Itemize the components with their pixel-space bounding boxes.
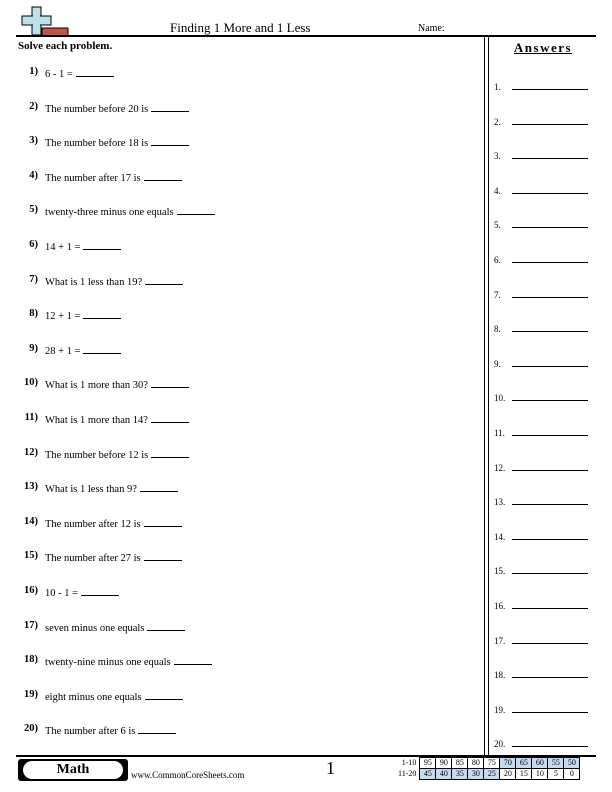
answer-number: 1. <box>494 82 501 92</box>
problem-item <box>18 373 478 408</box>
answer-line[interactable] <box>512 158 588 159</box>
subject-badge <box>18 759 128 781</box>
answer-item <box>494 387 594 422</box>
answer-blank[interactable] <box>145 689 183 700</box>
answer-line[interactable] <box>512 746 588 747</box>
answer-item <box>494 76 594 111</box>
score-cell: 50 <box>564 758 580 769</box>
answer-blank[interactable] <box>151 447 189 458</box>
score-cell: 30 <box>468 769 484 780</box>
name-label: Name: <box>418 23 445 34</box>
answer-number: 19. <box>494 704 506 715</box>
answer-item <box>494 284 594 319</box>
answer-blank[interactable] <box>83 239 121 250</box>
problem-text <box>45 170 182 184</box>
problem-question: eight minus one equals <box>45 691 142 703</box>
column-divider <box>488 36 489 756</box>
problem-text <box>45 101 189 115</box>
column-divider <box>484 36 485 756</box>
answer-item <box>494 353 594 388</box>
answer-number: 20. <box>494 739 506 750</box>
score-cell: 60 <box>532 758 548 769</box>
problem-text <box>45 343 121 357</box>
problem-number: 16) <box>24 584 38 596</box>
answer-blank[interactable] <box>138 723 176 734</box>
answer-line[interactable] <box>512 608 588 609</box>
problem-item <box>18 650 478 685</box>
problem-question: What is 1 less than 9? <box>45 484 137 496</box>
score-cell: 55 <box>548 758 564 769</box>
problem-item <box>18 166 478 201</box>
score-cell: 35 <box>452 769 468 780</box>
answer-blank[interactable] <box>83 308 121 319</box>
answer-number: 18. <box>494 670 506 681</box>
footer <box>16 756 596 786</box>
score-cell: 40 <box>436 769 452 780</box>
problem-item <box>18 235 478 270</box>
problem-text <box>45 412 189 426</box>
score-row-label: 11-20 <box>398 769 417 778</box>
problem-item <box>18 408 478 443</box>
answer-number: 14. <box>494 531 506 542</box>
problem-item <box>18 616 478 651</box>
answer-line[interactable] <box>512 470 588 471</box>
answer-number: 9. <box>494 358 501 369</box>
subject-label: Math <box>23 761 123 779</box>
problem-text <box>45 620 185 634</box>
answer-number: 2. <box>494 116 501 127</box>
problem-text <box>45 66 114 80</box>
answer-line[interactable] <box>512 331 588 332</box>
answer-number: 3. <box>494 151 501 162</box>
score-cell: 0 <box>564 769 580 780</box>
answer-blank[interactable] <box>151 135 189 146</box>
answer-blank[interactable] <box>76 66 114 77</box>
problem-text <box>45 135 189 149</box>
problem-text <box>45 585 119 599</box>
problem-number: 13) <box>24 481 38 493</box>
problem-question: The number before 18 is <box>45 138 149 150</box>
problem-item <box>18 443 478 478</box>
problem-question: seven minus one equals <box>45 622 145 634</box>
answer-item <box>494 595 594 630</box>
score-row <box>396 758 580 769</box>
problem-text <box>45 654 212 668</box>
answer-blank[interactable] <box>145 274 183 285</box>
problem-text <box>45 516 182 530</box>
score-cell: 90 <box>436 758 452 769</box>
problem-text <box>45 204 215 218</box>
answer-blank[interactable] <box>151 101 189 112</box>
problem-item <box>18 512 478 547</box>
answer-item <box>494 526 594 561</box>
answer-blank[interactable] <box>144 170 182 181</box>
answer-item <box>494 145 594 180</box>
problem-number: 10) <box>24 377 38 389</box>
problem-item <box>18 200 478 235</box>
problem-question: The number after 6 is <box>45 726 136 738</box>
answer-item <box>494 630 594 665</box>
plus-minus-logo-icon <box>18 6 70 38</box>
answer-blank[interactable] <box>83 343 121 354</box>
score-cell: 85 <box>452 758 468 769</box>
problem-question: What is 1 less than 19? <box>45 276 143 288</box>
problem-number: 17) <box>24 619 38 631</box>
score-cell: 15 <box>516 769 532 780</box>
answer-line[interactable] <box>512 366 588 367</box>
score-cell: 25 <box>484 769 500 780</box>
problem-number: 8) <box>29 308 38 320</box>
answer-line[interactable] <box>512 539 588 540</box>
problem-number: 5) <box>29 204 38 216</box>
answer-line[interactable] <box>512 400 588 401</box>
problem-question: The number after 12 is <box>45 518 141 530</box>
problem-item <box>18 270 478 305</box>
problem-question: 28 + 1 = <box>45 345 81 357</box>
answer-blank[interactable] <box>81 585 119 596</box>
problem-number: 7) <box>29 273 38 285</box>
problem-question: What is 1 more than 30? <box>45 380 148 392</box>
answer-line[interactable] <box>512 504 588 505</box>
problem-item <box>18 62 478 97</box>
answer-item <box>494 560 594 595</box>
answer-number: 10. <box>494 393 506 404</box>
problem-question: 6 - 1 = <box>45 69 73 80</box>
problem-text <box>45 689 183 703</box>
answer-number: 7. <box>494 289 501 300</box>
answer-item <box>494 664 594 699</box>
problem-question: The number after 17 is <box>45 172 141 184</box>
answer-number: 15. <box>494 566 506 577</box>
problem-question: twenty-nine minus one equals <box>45 657 171 669</box>
problem-item <box>18 339 478 374</box>
problem-text <box>45 447 189 461</box>
answer-blank[interactable] <box>144 550 182 561</box>
problem-question: The number after 27 is <box>45 553 141 565</box>
answer-line[interactable] <box>512 262 588 263</box>
answer-item <box>494 180 594 215</box>
page-number: 1 <box>326 758 335 778</box>
problem-item <box>18 719 478 754</box>
problem-question: What is 1 more than 14? <box>45 414 148 426</box>
problem-number: 6) <box>29 238 38 250</box>
score-table <box>396 757 580 780</box>
problem-question: The number before 20 is <box>45 103 149 115</box>
answer-number: 17. <box>494 635 506 646</box>
answer-blank[interactable] <box>151 412 189 423</box>
score-cell: 65 <box>516 758 532 769</box>
score-cell: 80 <box>468 758 484 769</box>
answer-item <box>494 699 594 734</box>
answer-line[interactable] <box>512 712 588 713</box>
problem-number: 12) <box>24 446 38 458</box>
problem-number: 4) <box>29 169 38 181</box>
answer-item <box>494 111 594 146</box>
answer-line[interactable] <box>512 435 588 436</box>
answer-item <box>494 457 594 492</box>
problem-list <box>18 62 478 754</box>
answer-number: 13. <box>494 497 506 508</box>
score-row <box>396 769 580 780</box>
answer-list <box>494 76 594 768</box>
answer-blank[interactable] <box>151 377 189 388</box>
problem-question: 14 + 1 = <box>45 241 81 253</box>
problem-item <box>18 304 478 339</box>
answer-blank[interactable] <box>147 620 185 631</box>
problem-item <box>18 581 478 616</box>
answer-blank[interactable] <box>174 654 212 665</box>
answer-line[interactable] <box>512 89 588 90</box>
problem-item <box>18 97 478 132</box>
answer-blank[interactable] <box>144 516 182 527</box>
problem-number: 15) <box>24 550 38 562</box>
problem-item <box>18 477 478 512</box>
answer-item <box>494 422 594 457</box>
score-row-label: 1-10 <box>401 758 417 767</box>
problem-text <box>45 308 121 322</box>
answer-line[interactable] <box>512 124 588 125</box>
answer-number: 8. <box>494 324 501 335</box>
score-cell: 70 <box>500 758 516 769</box>
answer-number: 5. <box>494 220 501 231</box>
score-cell: 10 <box>532 769 548 780</box>
problem-number: 19) <box>24 688 38 700</box>
answer-number: 12. <box>494 462 506 473</box>
problem-text <box>45 274 183 288</box>
answer-item <box>494 214 594 249</box>
problem-item <box>18 131 478 166</box>
score-cell: 45 <box>420 769 436 780</box>
answer-blank[interactable] <box>177 204 215 215</box>
answer-line[interactable] <box>512 297 588 298</box>
answer-item <box>494 491 594 526</box>
problem-text <box>45 239 121 253</box>
score-cell: 20 <box>500 769 516 780</box>
answer-number: 6. <box>494 254 501 265</box>
score-cell: 5 <box>548 769 564 780</box>
score-cell: 75 <box>484 758 500 769</box>
instructions: Solve each problem. <box>18 40 113 52</box>
problem-text <box>45 550 182 564</box>
problem-text <box>45 723 176 737</box>
answer-number: 16. <box>494 600 506 611</box>
answer-line[interactable] <box>512 193 588 194</box>
problem-text <box>45 377 189 391</box>
problem-number: 3) <box>29 135 38 147</box>
website-link[interactable]: www.CommonCoreSheets.com <box>131 770 245 780</box>
answer-line[interactable] <box>512 573 588 574</box>
answer-blank[interactable] <box>140 481 178 492</box>
problem-item <box>18 546 478 581</box>
problem-question: 10 - 1 = <box>45 587 79 599</box>
score-cell: 95 <box>420 758 436 769</box>
problem-item <box>18 685 478 720</box>
problem-number: 2) <box>29 100 38 112</box>
answers-heading: Answers <box>513 40 573 55</box>
problem-question: The number before 12 is <box>45 449 149 461</box>
answer-number: 11. <box>494 427 505 438</box>
problem-number: 14) <box>24 515 38 527</box>
answer-item <box>494 318 594 353</box>
problem-number: 11) <box>24 411 38 423</box>
answer-line[interactable] <box>512 227 588 228</box>
answer-item <box>494 249 594 284</box>
page-title: Finding 1 More and 1 Less <box>170 20 311 35</box>
header-divider <box>16 35 596 37</box>
answer-line[interactable] <box>512 677 588 678</box>
problem-number: 18) <box>24 654 38 666</box>
problem-number: 20) <box>24 723 38 735</box>
problem-number: 9) <box>29 342 38 354</box>
problem-question: twenty-three minus one equals <box>45 207 174 219</box>
problem-number: 1) <box>29 66 38 77</box>
problem-text <box>45 481 178 495</box>
answer-number: 4. <box>494 185 501 196</box>
problem-question: 12 + 1 = <box>45 311 81 323</box>
answer-line[interactable] <box>512 643 588 644</box>
